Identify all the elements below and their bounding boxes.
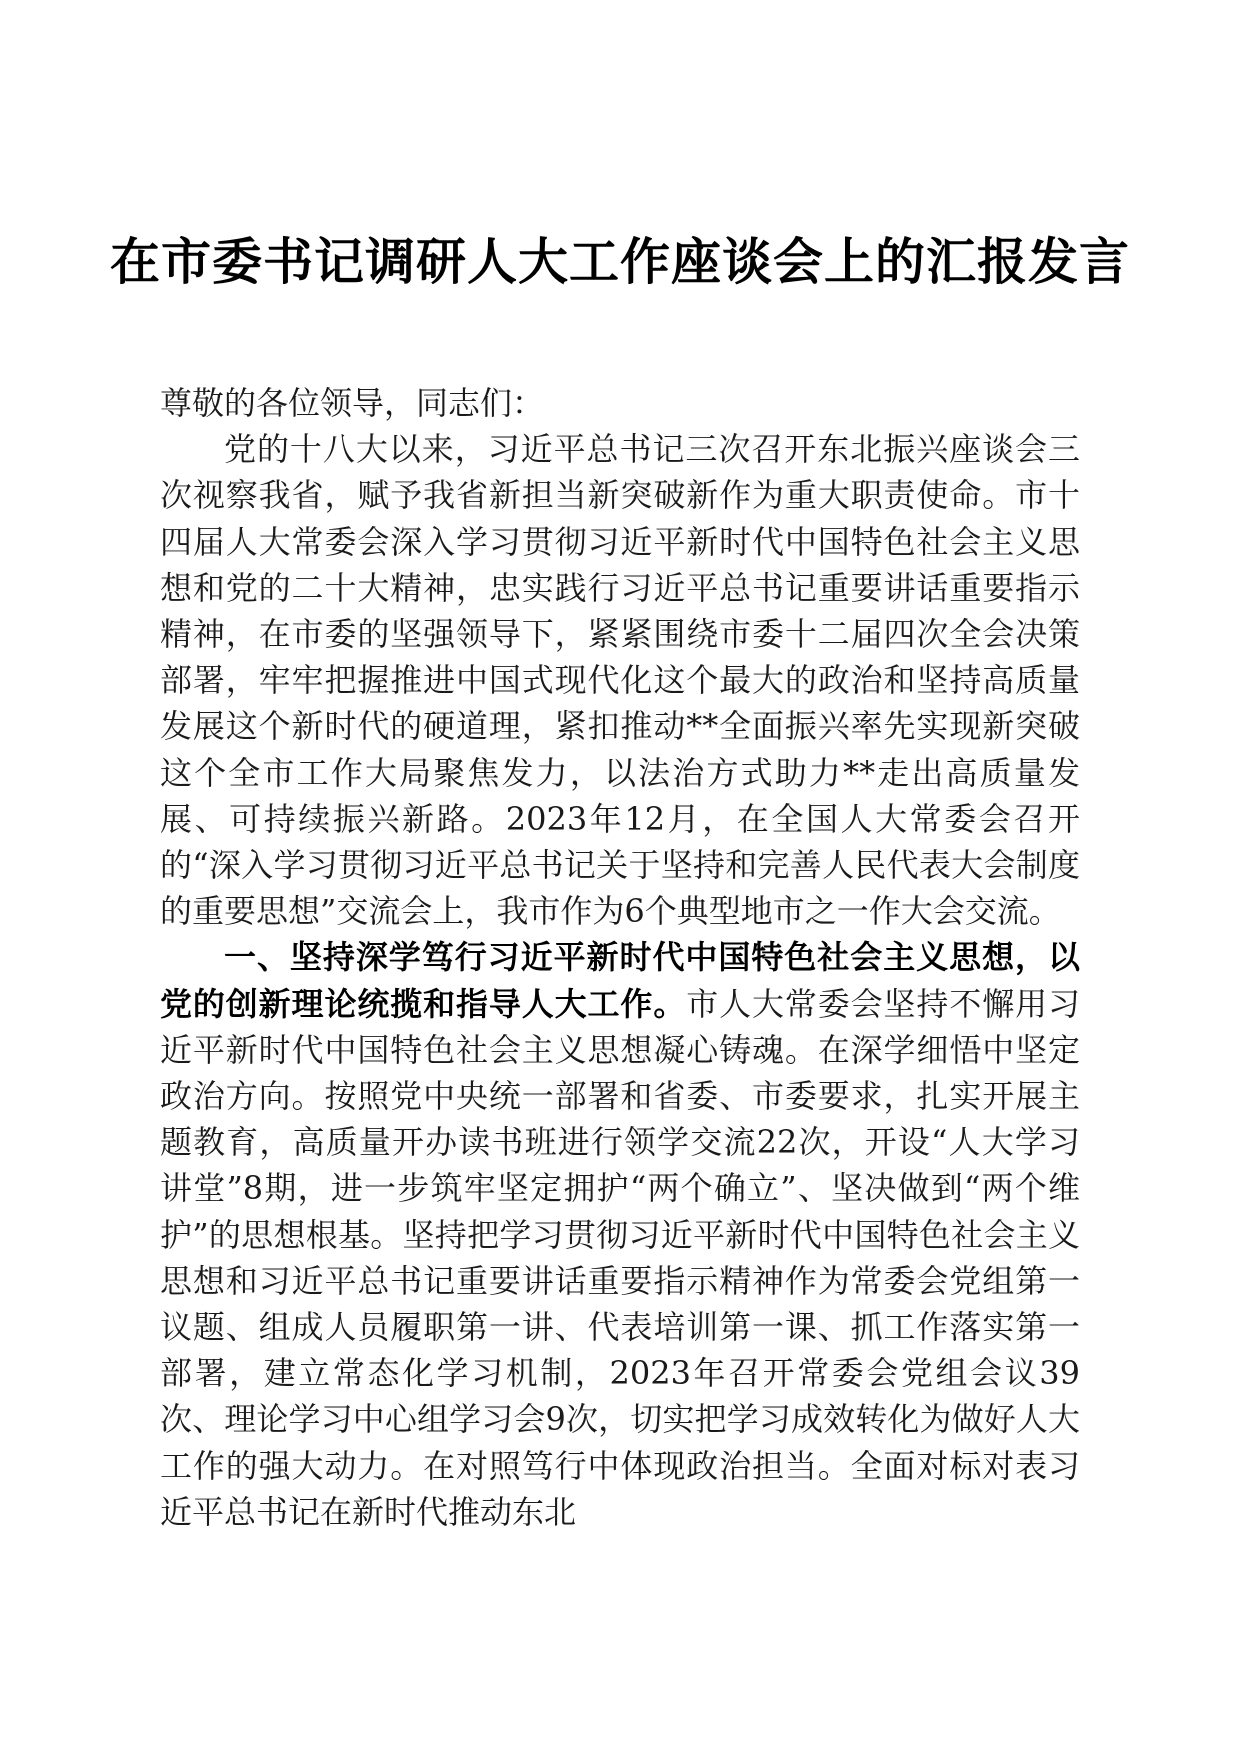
document-body [160,380,1080,1535]
section-heading: 一、坚持深学笃行习近平新时代中国特色社会主义思想，以党的创新理论统揽和指导人大工作。 [160,938,1080,1023]
paragraph-section-1 [160,934,1080,1535]
document-title: 在市委书记调研人大工作座谈会上的汇报发言 [110,232,1130,291]
salutation: 尊敬的各位领导，同志们： [160,384,545,422]
paragraph-intro: 党的十八大以来，习近平总书记三次召开东北振兴座谈会三次视察我省，赋予我省新担当新突破新作为重大职责使命。市十四届人大常委会深入学习贯彻习近平新时代中国特色社会主义思想和党的二十大精神，忠实践行习近平总书记重要讲话重要指示精神，在市委的坚强领导下，紧紧围绕市委十二届四次全会决策部署，牢牢把握推进中国式现代化这个最大的政治和坚持高质量发展这个新时代的硬道理，紧扣推动**全面振兴率先实现新突破这个全市工作大局聚焦发力，以法治方式助力**走出高质量发展、可持续振兴新路。2023年12月，在全国人大常委会召开的“深入学习贯彻习近平总书记关于坚持和完善人民代表大会制度的重要思想”交流会上，我市作为6个典型地市之一作大会交流。 [160,430,1080,931]
section-text: 市人大常委会坚持不懈用习近平新时代中国特色社会主义思想凝心铸魂。在深学细悟中坚定政治方向。按照党中央统一部署和省委、市委要求，扎实开展主题教育，高质量开办读书班进行领学交流22次，开设“人大学习讲堂”8期，进一步筑牢坚定拥护“两个确立”、坚决做到“两个维护”的思想根基。坚持把学习贯彻习近平新时代中国特色社会主义思想和习近平总书记重要讲话重要指示精神作为常委会党组第一议题、组成人员履职第一讲、代表培训第一课、抓工作落实第一部署，建立常态化学习机制，2023年召开常委会党组会议39次、理论学习中心组学习会9次，切实把学习成效转化为做好人大工作的强大动力。在对照笃行中体现政治担当。全面对标对表习近平总书记在新时代推动东北 [160,984,1080,1531]
